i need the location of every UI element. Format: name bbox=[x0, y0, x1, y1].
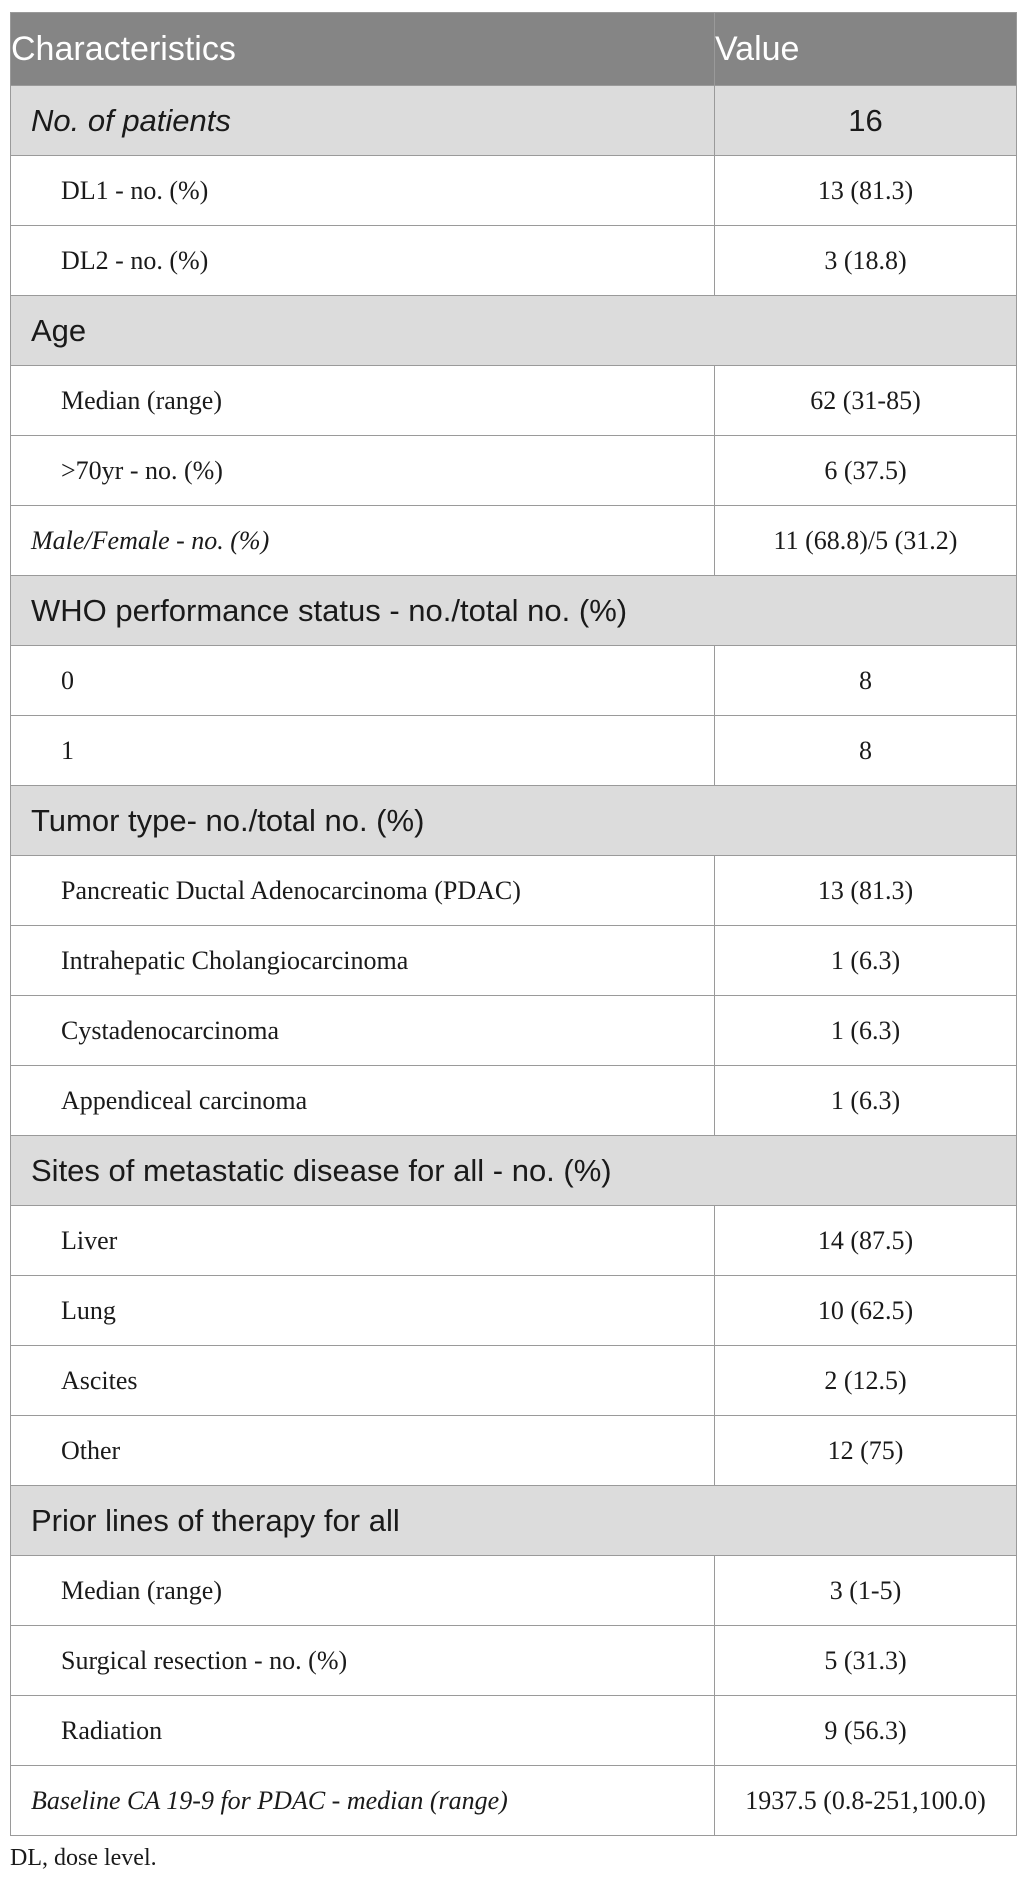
who-0-value: 8 bbox=[715, 646, 1017, 716]
ca199-label: Baseline CA 19-9 for PDAC - median (range) bbox=[11, 1766, 715, 1836]
header-value: Value bbox=[715, 13, 1017, 86]
sites-heading: Sites of metastatic disease for all - no. (%) bbox=[11, 1136, 1017, 1206]
tumor-appe-value: 1 (6.3) bbox=[715, 1066, 1017, 1136]
table-header-row bbox=[11, 13, 1017, 86]
age-heading: Age bbox=[11, 296, 1017, 366]
patients-label: No. of patients bbox=[11, 86, 715, 156]
table-row bbox=[11, 436, 1017, 506]
table-row bbox=[11, 1696, 1017, 1766]
sex-value: 11 (68.8)/5 (31.2) bbox=[715, 506, 1017, 576]
table-footnote: DL, dose level. bbox=[10, 1845, 157, 1871]
sites-section-row bbox=[11, 1136, 1017, 1206]
table-row bbox=[11, 926, 1017, 996]
sex-label: Male/Female - no. (%) bbox=[11, 506, 715, 576]
age-section-row bbox=[11, 296, 1017, 366]
patients-value: 16 bbox=[715, 86, 1017, 156]
table-row bbox=[11, 1206, 1017, 1276]
sites-liver-label: Liver bbox=[11, 1206, 715, 1276]
prior-surgery-label: Surgical resection - no. (%) bbox=[11, 1626, 715, 1696]
patients-row bbox=[11, 86, 1017, 156]
who-1-label: 1 bbox=[11, 716, 715, 786]
prior-heading: Prior lines of therapy for all bbox=[11, 1486, 1017, 1556]
who-1-value: 8 bbox=[715, 716, 1017, 786]
sites-lung-label: Lung bbox=[11, 1276, 715, 1346]
table-row bbox=[11, 1066, 1017, 1136]
prior-surgery-value: 5 (31.3) bbox=[715, 1626, 1017, 1696]
age-median-label: Median (range) bbox=[11, 366, 715, 436]
prior-radiation-label: Radiation bbox=[11, 1696, 715, 1766]
age-over70-label: >70yr - no. (%) bbox=[11, 436, 715, 506]
characteristics-table bbox=[10, 12, 1017, 1836]
table-row bbox=[11, 856, 1017, 926]
table-row bbox=[11, 1416, 1017, 1486]
table-row bbox=[11, 716, 1017, 786]
table-row bbox=[11, 1556, 1017, 1626]
sites-ascites-value: 2 (12.5) bbox=[715, 1346, 1017, 1416]
table-row bbox=[11, 366, 1017, 436]
prior-radiation-value: 9 (56.3) bbox=[715, 1696, 1017, 1766]
table-row bbox=[11, 1276, 1017, 1346]
table-row bbox=[11, 1346, 1017, 1416]
table-row bbox=[11, 646, 1017, 716]
tumor-ihcc-label: Intrahepatic Cholangiocarcinoma bbox=[11, 926, 715, 996]
sites-other-value: 12 (75) bbox=[715, 1416, 1017, 1486]
sites-lung-value: 10 (62.5) bbox=[715, 1276, 1017, 1346]
age-over70-value: 6 (37.5) bbox=[715, 436, 1017, 506]
sites-ascites-label: Ascites bbox=[11, 1346, 715, 1416]
tumor-section-row bbox=[11, 786, 1017, 856]
tumor-appe-label: Appendiceal carcinoma bbox=[11, 1066, 715, 1136]
who-0-label: 0 bbox=[11, 646, 715, 716]
prior-median-value: 3 (1-5) bbox=[715, 1556, 1017, 1626]
table-row bbox=[11, 1766, 1017, 1836]
tumor-pdac-value: 13 (81.3) bbox=[715, 856, 1017, 926]
prior-median-label: Median (range) bbox=[11, 1556, 715, 1626]
table-row bbox=[11, 156, 1017, 226]
age-median-value: 62 (31-85) bbox=[715, 366, 1017, 436]
prior-section-row bbox=[11, 1486, 1017, 1556]
tumor-heading: Tumor type- no./total no. (%) bbox=[11, 786, 1017, 856]
dl1-label: DL1 - no. (%) bbox=[11, 156, 715, 226]
tumor-cyst-label: Cystadenocarcinoma bbox=[11, 996, 715, 1066]
ca199-value: 1937.5 (0.8-251,100.0) bbox=[715, 1766, 1017, 1836]
table-row bbox=[11, 506, 1017, 576]
who-section-row bbox=[11, 576, 1017, 646]
table-row bbox=[11, 996, 1017, 1066]
who-heading: WHO performance status - no./total no. (%) bbox=[11, 576, 1017, 646]
sites-liver-value: 14 (87.5) bbox=[715, 1206, 1017, 1276]
dl1-value: 13 (81.3) bbox=[715, 156, 1017, 226]
sites-other-label: Other bbox=[11, 1416, 715, 1486]
tumor-ihcc-value: 1 (6.3) bbox=[715, 926, 1017, 996]
dl2-label: DL2 - no. (%) bbox=[11, 226, 715, 296]
header-characteristics: Characteristics bbox=[11, 13, 715, 86]
table-row bbox=[11, 226, 1017, 296]
dl2-value: 3 (18.8) bbox=[715, 226, 1017, 296]
tumor-cyst-value: 1 (6.3) bbox=[715, 996, 1017, 1066]
table-row bbox=[11, 1626, 1017, 1696]
tumor-pdac-label: Pancreatic Ductal Adenocarcinoma (PDAC) bbox=[11, 856, 715, 926]
